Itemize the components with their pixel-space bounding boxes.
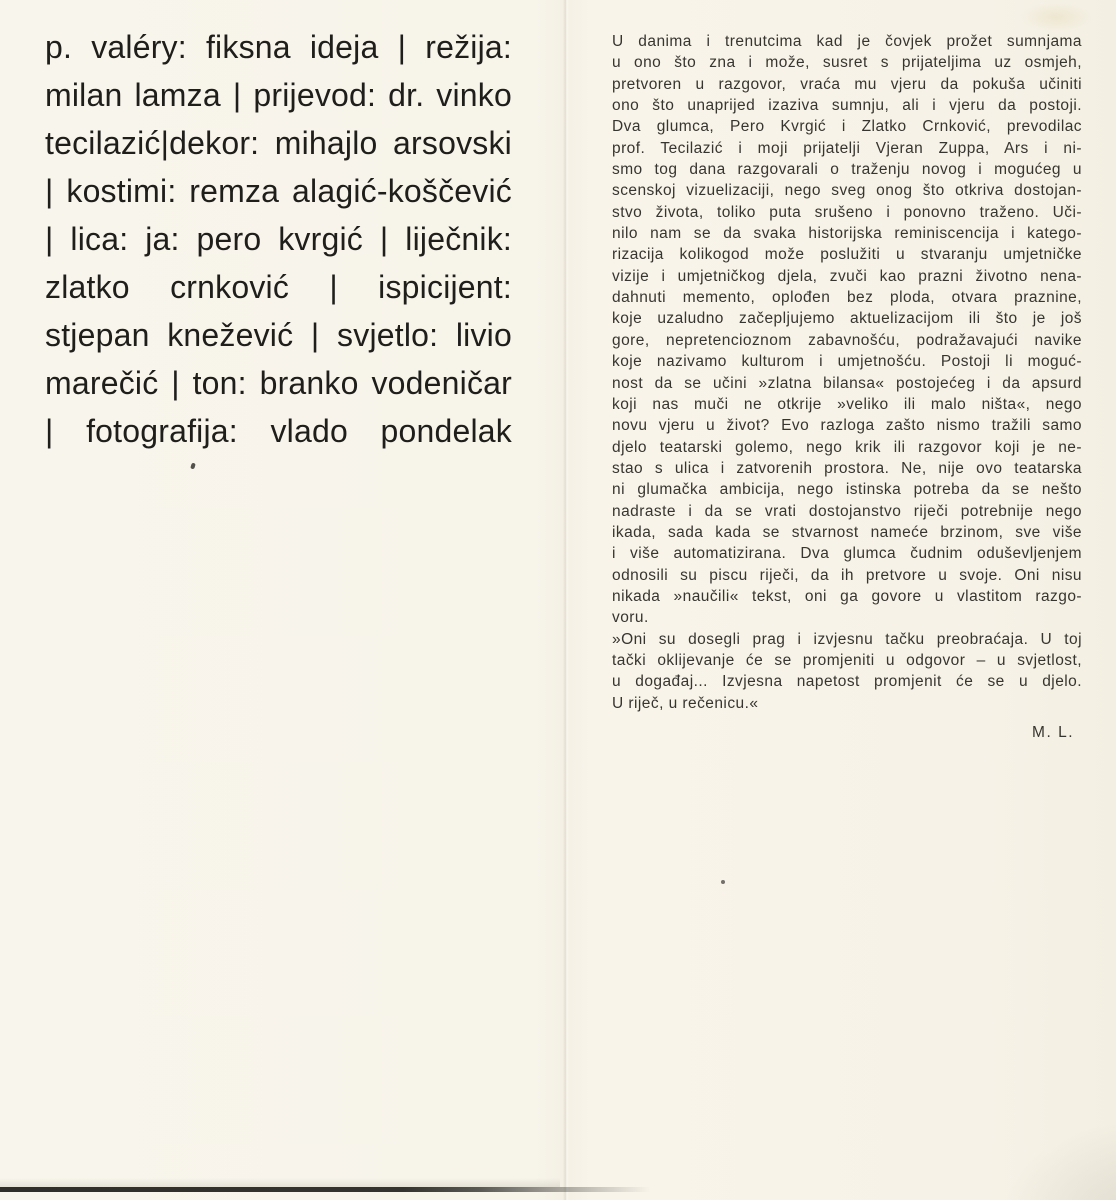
text-line: nilo nam se da svaka historijska reminiscencija i katego- (612, 225, 1082, 243)
text-line: koji nas muči ne otkrije »veliko ili malo ništa«, nego (612, 395, 1082, 413)
text-line: zlatko crnković | ispicijent: (45, 269, 512, 305)
text-line: rizacija kolikogod može poslužiti u stvaranju umjetničke (612, 246, 1082, 264)
ink-speck (190, 463, 196, 470)
ink-speck (721, 880, 725, 884)
text-line: milan lamza | prijevod: dr. vinko (45, 77, 512, 113)
text-line: i više automatizirana. Dva glumca čudnim oduševljenjem (612, 545, 1082, 563)
text-line: djelo teatarski golemo, nego krik ili razgovor koji je ne- (612, 438, 1082, 456)
text-line: ono što unaprijed izaziva sumnju, ali i vjeru da postoji. (612, 97, 1082, 115)
text-line: tecilazić|dekor: mihajlo arsovski (45, 125, 512, 161)
essay-paragraph-1 (612, 31, 1082, 629)
text-line: prof. Tecilazić i moji prijatelji Vjeran Zuppa, Ars i ni- (612, 139, 1082, 157)
text-line: odnosili su piscu riječi, da ih pretvore u svoje. Oni nisu (612, 566, 1082, 584)
text-line: U danima i trenutcima kad je čovjek prožet sumnjama (612, 33, 1082, 50)
text-line: u događaj... Izvjesna napetost promjenit će se u djelo. (612, 673, 1082, 691)
essay-column (612, 31, 1082, 743)
text-line: nikada »naučili« tekst, oni ga govore u vlastitom razgo- (612, 587, 1082, 605)
text-line: ni glumačka ambicija, nego istinska potreba da se nešto (612, 481, 1082, 499)
text-line: stvo života, toliko puta srušeno i ponovno traženo. Uči- (612, 203, 1082, 221)
text-line: | kostimi: remza alagić-koščević (45, 173, 512, 209)
text-line: scenskoj vizuelizaciji, nego sveg onog što otkriva dostojan- (612, 182, 1082, 200)
text-line: »Oni su dosegli prag i izvjesnu tačku preobraćaja. U toj (612, 630, 1082, 648)
text-line: koje uzaludno začepljujemo aktuelizacijom ili što je još (612, 310, 1082, 328)
text-line: gore, nepretencioznom zabavnošću, podražavajući navike (612, 331, 1082, 349)
paper-smudge (1020, 2, 1092, 32)
text-line: pretvoren u razgovor, vraća mu vjeru da pokuša učiniti (612, 75, 1082, 93)
text-line: p. valéry: fiksna ideja | režija: (45, 29, 512, 65)
text-line: voru. (612, 609, 649, 627)
text-line: nost da se učini »zlatna bilansa« postojećeg i da apsurd (612, 374, 1082, 392)
scan-corner-shade (1000, 1120, 1116, 1200)
text-line: marečić | ton: branko vodeničar (45, 365, 512, 401)
text-line: | fotografija: vlado pondelak (45, 413, 512, 449)
text-line: ikada, sada kada se stvarnost nameće brzinom, sve više (612, 523, 1082, 541)
text-line: U riječ, u rečenicu.« (612, 694, 759, 712)
essay-signature-initials: M. L. (1032, 724, 1074, 741)
text-line: smo tog dana razgovarali o traženju novog i mogućeg u (612, 161, 1082, 179)
text-line: dahnuti memento, oplođen bez ploda, otvara praznine, (612, 289, 1082, 307)
text-line: | lica: ja: pero kvrgić | liječnik: (45, 221, 512, 257)
scan-bottom-edge (0, 1187, 650, 1192)
scan-bottom-shadow (0, 1178, 560, 1187)
essay-paragraph-2 (612, 629, 1082, 714)
text-line: stao s ulica i zatvorenih prostora. Ne, nije ovo teatarska (612, 459, 1082, 477)
text-line: tački oklijevanje će se promjeniti u odgovor – u svjetlost, (612, 651, 1082, 669)
text-line: u ono što zna i može, susret s prijateljima uz osmjeh, (612, 54, 1082, 72)
text-line: Dva glumca, Pero Kvrgić i Zlatko Crnković, prevodilac (612, 118, 1082, 136)
text-line: novu vjeru u život? Evo razloga zašto nismo tražili samo (612, 417, 1082, 435)
text-line: vizije i umjetničkog djela, zvuči kao prazni životno nena- (612, 267, 1082, 285)
text-line: koje nazivamo kulturom i umjetnošću. Postoji li moguć- (612, 353, 1082, 371)
text-line: stjepan knežević | svjetlo: livio (45, 317, 512, 353)
credits-block (45, 23, 512, 455)
text-line: nadraste i da se vrati dostojanstvo riječi potrebnije nego (612, 502, 1082, 520)
page-fold-line (563, 0, 569, 1200)
